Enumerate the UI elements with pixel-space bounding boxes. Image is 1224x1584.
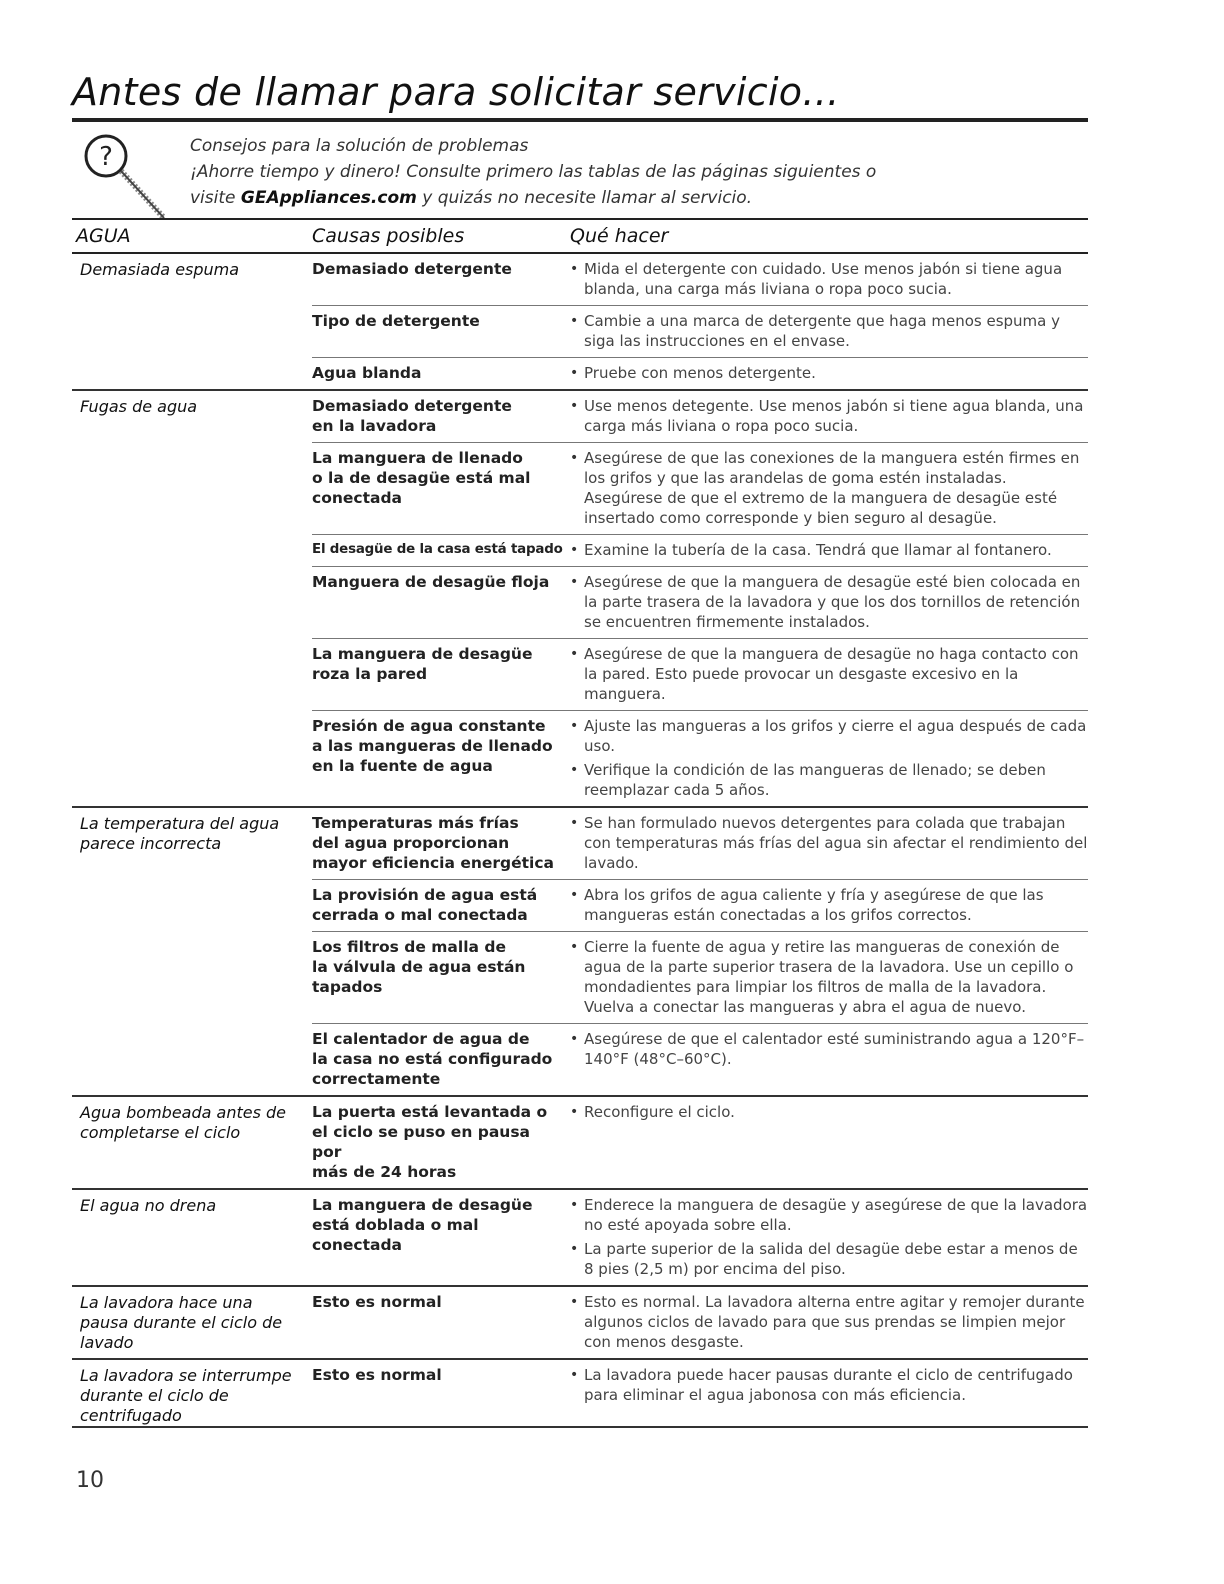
solution-item — [570, 259, 1088, 299]
causes-group — [312, 1287, 1088, 1358]
causes-group — [312, 1097, 1088, 1188]
causes-group — [312, 1360, 1088, 1426]
bullet-icon: • — [570, 365, 579, 381]
cause-row — [312, 1024, 1088, 1095]
cause-row — [312, 1190, 1088, 1285]
magnifier-question-icon — [80, 130, 166, 222]
solution-text: Asegúrese de que las conexiones de la manguera estén firmes en los grifos y que las arandelas de goma estén instaladas. Asegúrese de que el extremo de la manguera de desagüe esté insertado como corresponde y bien seguro al desagüe. — [584, 449, 1080, 527]
solution-text: Verifique la condición de las mangueras de llenado; se deben reemplazar cada 5 años. — [584, 761, 1046, 799]
header-causes: Causas posibles — [312, 225, 465, 247]
table-header — [72, 218, 1088, 254]
bullet-icon: • — [570, 1104, 579, 1120]
solution-text: Mida el detergente con cuidado. Use menos jabón si tiene agua blanda, una carga más liviana o ropa poco sucia. — [584, 260, 1063, 298]
cause-row — [312, 639, 1088, 711]
solution-list — [570, 1029, 1088, 1089]
solution-text: Se han formulado nuevos detergentes para colada que trabajan con temperaturas más frías del agua sin afectar el rendimiento del lavado. — [584, 814, 1088, 872]
cause-label: La puerta está levantada o el ciclo se puso en pausa por más de 24 horas — [312, 1103, 548, 1181]
solution-item — [570, 572, 1088, 632]
solution-text: Asegúrese de que la manguera de desagüe esté bien colocada en la parte trasera de la lavadora y que los dos tornillos de retención se encuentren firmemente instalados. — [584, 573, 1081, 631]
solution-item — [570, 311, 1088, 351]
solution-list — [570, 540, 1088, 560]
tips-block — [190, 133, 1070, 211]
solution-item — [570, 813, 1088, 873]
cause-row — [312, 932, 1088, 1024]
cause-row — [312, 1360, 1088, 1411]
tips-heading: Consejos para la solución de problemas — [190, 136, 529, 156]
bullet-icon: • — [570, 939, 579, 955]
solution-text: La parte superior de la salida del desagüe debe estar a menos de 8 pies (2,5 m) por encima del piso. — [584, 1240, 1078, 1278]
solution-list — [570, 885, 1088, 925]
cause-row — [312, 254, 1088, 306]
cause-row — [312, 808, 1088, 880]
solution-text: Cambie a una marca de detergente que haga menos espuma y siga las instrucciones en el envase. — [584, 312, 1060, 350]
bullet-icon: • — [570, 887, 579, 903]
solution-text: Use menos detegente. Use menos jabón si tiene agua blanda, una carga más liviana o ropa poco sucia. — [584, 397, 1084, 435]
solution-text: La lavadora puede hacer pausas durante el ciclo de centrifugado para eliminar el agua jabonosa con más eficiencia. — [584, 1366, 1073, 1404]
cause-row — [312, 1097, 1088, 1188]
cause-row — [312, 1287, 1088, 1358]
causes-group — [312, 1190, 1088, 1285]
solution-list — [570, 644, 1088, 704]
cause-row — [312, 880, 1088, 932]
causes-group — [312, 808, 1088, 1095]
page-title: Antes de llamar para solicitar servicio... — [72, 70, 840, 114]
cause-row — [312, 567, 1088, 639]
solution-item — [570, 1195, 1088, 1235]
solution-text: Esto es normal. La lavadora alterna entre agitar y remojer durante algunos ciclos de lavado para que sus prendas se limpien mejor con menos desgaste. — [584, 1293, 1085, 1351]
problem-label: Agua bombeada antes de completarse el ciclo — [80, 1103, 286, 1142]
cause-row — [312, 535, 1088, 567]
cause-label: La manguera de llenado o la de desagüe está mal conectada — [312, 449, 531, 507]
solution-list — [570, 1365, 1088, 1405]
problem-label: Fugas de agua — [80, 397, 198, 416]
solution-list — [570, 396, 1088, 436]
solution-item — [570, 363, 1088, 383]
troubleshooting-table — [72, 218, 1088, 1428]
cause-label: Los filtros de malla de la válvula de agua están tapados — [312, 938, 526, 996]
cause-label: La manguera de desagüe está doblada o mal conectada — [312, 1196, 533, 1254]
problem-label: La temperatura del agua parece incorrecta — [80, 814, 280, 853]
cause-label: Demasiado detergente en la lavadora — [312, 397, 512, 435]
cause-label: Presión de agua constante a las mangueras de llenado en la fuente de agua — [312, 717, 553, 775]
solution-text: Abra los grifos de agua caliente y fría y asegúrese de que las mangueras están conectadas a los grifos correctos. — [584, 886, 1044, 924]
cause-row — [312, 711, 1088, 806]
solution-item — [570, 644, 1088, 704]
bullet-icon: • — [570, 261, 579, 277]
solution-item — [570, 1292, 1088, 1352]
solution-list — [570, 813, 1088, 873]
solution-list — [570, 1102, 1088, 1182]
solution-item — [570, 885, 1088, 925]
cause-row — [312, 443, 1088, 535]
svg-text:?: ? — [99, 142, 113, 172]
title-rule — [72, 118, 1088, 122]
header-todo: Qué hacer — [570, 225, 669, 247]
solution-text: Asegúrese de que la manguera de desagüe no haga contacto con la pared. Esto puede provocar un desgaste excesivo en la manguera. — [584, 645, 1079, 703]
cause-label: El calentador de agua de la casa no está configurado correctamente — [312, 1030, 553, 1088]
solution-list — [570, 311, 1088, 351]
solution-text: Enderece la manguera de desagüe y asegúrese de que la lavadora no esté apoyada sobre ella. — [584, 1196, 1088, 1234]
ge-appliances-link[interactable]: GEAppliances.com — [240, 188, 417, 208]
tips-line-2-post: y quizás no necesite llamar al servicio. — [416, 188, 753, 208]
bullet-icon: • — [570, 718, 579, 734]
causes-group — [312, 254, 1088, 389]
problem-label: Demasiada espuma — [80, 260, 240, 279]
tips-line-2 — [190, 185, 1070, 211]
bullet-icon: • — [570, 574, 579, 590]
table-body — [72, 254, 1088, 1428]
bullet-icon: • — [570, 646, 579, 662]
cause-label: El desagüe de la casa está tapado — [312, 542, 563, 557]
cause-label: Demasiado detergente — [312, 260, 512, 278]
solution-list — [570, 259, 1088, 299]
bullet-icon: • — [570, 1241, 579, 1257]
table-row — [72, 1190, 1088, 1287]
cause-label: Agua blanda — [312, 364, 422, 382]
bullet-icon: • — [570, 1197, 579, 1213]
bullet-icon: • — [570, 762, 579, 778]
solution-text: Cierre la fuente de agua y retire las mangueras de conexión de agua de la parte superior trasera de la lavadora. Use un cepillo o mondadientes para limpiar los filtros de malla de la lavadora. Vuelva a conectar las mangueras y abra el agua de nuevo. — [584, 938, 1074, 1016]
solution-text: Ajuste las mangueras a los grifos y cierre el agua después de cada uso. — [584, 717, 1087, 755]
solution-item — [570, 448, 1088, 528]
cause-row — [312, 306, 1088, 358]
table-row — [72, 808, 1088, 1097]
bullet-icon: • — [570, 1031, 579, 1047]
solution-item — [570, 716, 1088, 756]
cause-label: La manguera de desagüe roza la pared — [312, 645, 533, 683]
cause-label: Esto es normal — [312, 1293, 442, 1311]
page-number: 10 — [76, 1468, 104, 1493]
solution-list — [570, 1292, 1088, 1352]
table-row — [72, 1097, 1088, 1190]
table-row — [72, 391, 1088, 808]
causes-group — [312, 391, 1088, 806]
solution-list — [570, 572, 1088, 632]
problem-label: La lavadora se interrumpe durante el ciclo de centrifugado — [80, 1366, 292, 1425]
header-problem: AGUA — [76, 225, 131, 247]
cause-label: Manguera de desagüe floja — [312, 573, 550, 591]
solution-item — [570, 1029, 1088, 1069]
solution-list — [570, 937, 1088, 1017]
cause-row — [312, 391, 1088, 443]
solution-item — [570, 937, 1088, 1017]
solution-item — [570, 1239, 1088, 1279]
problem-label: La lavadora hace una pausa durante el ciclo de lavado — [80, 1293, 283, 1352]
bullet-icon: • — [570, 815, 579, 831]
solution-text: Asegúrese de que el calentador esté suministrando agua a 120°F–140°F (48°C–60°C). — [584, 1030, 1085, 1068]
solution-list — [570, 363, 1088, 383]
bullet-icon: • — [570, 1367, 579, 1383]
solution-text: Pruebe con menos detergente. — [584, 364, 816, 382]
cause-label: Esto es normal — [312, 1366, 442, 1384]
solution-text: Examine la tubería de la casa. Tendrá que llamar al fontanero. — [584, 541, 1052, 559]
cause-label: Tipo de detergente — [312, 312, 480, 330]
bullet-icon: • — [570, 542, 579, 558]
bullet-icon: • — [570, 450, 579, 466]
solution-list — [570, 448, 1088, 528]
solution-item — [570, 396, 1088, 436]
problem-label: El agua no drena — [80, 1196, 217, 1215]
solution-list — [570, 1195, 1088, 1279]
solution-item — [570, 1102, 1088, 1122]
solution-item — [570, 540, 1088, 560]
cause-label: Temperaturas más frías del agua proporcionan mayor eficiencia energética — [312, 814, 555, 872]
solution-text: Reconfigure el ciclo. — [584, 1103, 735, 1121]
tips-line-2-pre: visite — [190, 188, 241, 208]
tips-line-1: ¡Ahorre tiempo y dinero! Consulte primero las tablas de las páginas siguientes o — [190, 162, 877, 182]
solution-item — [570, 1365, 1088, 1405]
bullet-icon: • — [570, 398, 579, 414]
table-row — [72, 1360, 1088, 1428]
solution-list — [570, 716, 1088, 800]
bullet-icon: • — [570, 1294, 579, 1310]
cause-row — [312, 358, 1088, 389]
cause-label: La provisión de agua está cerrada o mal conectada — [312, 886, 538, 924]
bullet-icon: • — [570, 313, 579, 329]
solution-item — [570, 760, 1088, 800]
table-row — [72, 254, 1088, 391]
table-row — [72, 1287, 1088, 1360]
